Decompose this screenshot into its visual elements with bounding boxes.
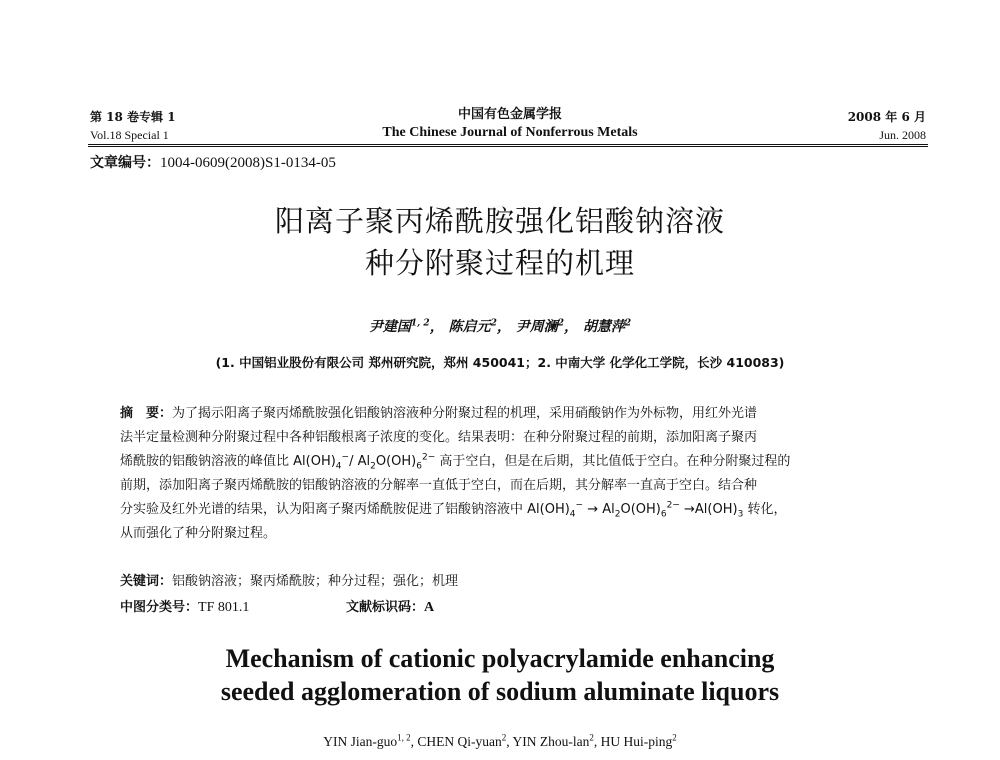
document-code xyxy=(346,596,434,616)
header-date-cn: 2008 年 6 月 xyxy=(847,110,926,124)
abstract-text-5d: →Al(OH) xyxy=(679,502,738,517)
title-en-line1: Mechanism of cationic polyacrylamide enhancing xyxy=(225,644,775,673)
author-en-3-sup: 2 xyxy=(589,732,594,743)
abstract-line-4: 前期，添加阳离子聚丙烯酰胺的铝酸钠溶液的分解率一直低于空白，而在后期，其分解率一直高于空白。结合种 xyxy=(120,478,758,493)
abstract-text-3c: O(OH) xyxy=(375,454,417,469)
abstract-sub-3-3: 6 xyxy=(416,461,422,472)
classification-label: 中图分类号： xyxy=(120,600,199,615)
affiliation-cn: (1. 中国铝业股份有限公司 郑州研究院，郑州 450041；2. 中南大学 化学化工学院，长沙 410083) xyxy=(215,355,785,370)
classification-value: TF 801.1 xyxy=(198,600,250,615)
author-cn-sep-3: ， xyxy=(563,319,578,335)
document-code-value: A xyxy=(424,600,435,615)
abstract-sub-5-4: 3 xyxy=(737,509,744,520)
abstract-text-5c: O(OH) xyxy=(620,502,661,517)
author-cn-1: 尹建国 xyxy=(368,319,411,335)
title-en-line2: seeded agglomeration of sodium aluminate liquors xyxy=(220,677,780,706)
abstract-line-5 xyxy=(120,498,900,522)
author-en-3: , YIN Zhou-lan xyxy=(506,734,590,749)
abstract-cn xyxy=(120,402,900,546)
abstract-text-3d: 高于空白，但是在后期，其比值低于空白。在种分附聚过程的 xyxy=(435,454,791,469)
title-cn xyxy=(150,200,850,284)
author-en-4: , HU Hui-ping xyxy=(593,734,673,749)
abstract-text-1: 为了揭示阳离子聚丙烯酰胺强化铝酸钠溶液种分附聚过程的机理，采用硝酸钠作为外标物，用红外光谱 xyxy=(172,406,758,421)
abstract-line-2: 法半定量检测种分附聚过程中各种铝酸根离子浓度的变化。结果表明：在种分附聚过程的前期，添加阳离子聚丙 xyxy=(120,430,758,445)
header-rule-top xyxy=(88,144,928,145)
abstract-text-5b: → Al xyxy=(583,502,615,517)
author-en-1: YIN Jian-guo xyxy=(323,734,398,749)
author-cn-4-sup: 2 xyxy=(624,318,632,329)
title-cn-line2: 种分附聚过程的机理 xyxy=(364,246,635,280)
abstract-sub-5-3: 6 xyxy=(660,509,667,520)
article-number xyxy=(90,152,336,172)
author-cn-4: 胡慧萍 xyxy=(582,319,625,335)
abstract-line-1 xyxy=(120,402,900,426)
author-cn-sep-1: ， xyxy=(429,319,444,335)
abstract-sup-3-3: 2− xyxy=(421,452,436,463)
title-en xyxy=(100,642,900,708)
author-en-2: , CHEN Qi-yuan xyxy=(410,734,502,749)
author-cn-1-sup: 1, 2 xyxy=(410,318,430,329)
abstract-line-3 xyxy=(120,450,900,474)
abstract-text-3b: / Al xyxy=(349,454,371,469)
authors-en xyxy=(150,734,850,750)
abstract-sub-5-2: 2 xyxy=(614,509,621,520)
keywords-label: 关键词： xyxy=(120,574,173,589)
abstract-text-5a: 分实验及红外光谱的结果，认为阳离子聚丙烯酰胺促进了铝酸钠溶液中 Al(OH) xyxy=(120,502,570,517)
abstract-label: 摘 要： xyxy=(120,406,173,421)
abstract-sup-5-1: − xyxy=(575,500,584,511)
header-rule-bottom xyxy=(88,146,928,147)
abstract-sub-5-1: 4 xyxy=(569,509,576,520)
header-volume-en: Vol.18 Special 1 xyxy=(90,128,169,142)
abstract-sub-3-2: 2 xyxy=(370,461,376,472)
author-cn-3-sup: 2 xyxy=(557,318,564,329)
abstract-line-6: 从而强化了种分附聚过程。 xyxy=(120,526,277,541)
keywords-cn xyxy=(120,570,458,589)
article-number-value: 1004-0609(2008)S1-0134-05 xyxy=(160,155,336,171)
author-en-4-sup: 2 xyxy=(672,732,677,743)
author-cn-3: 尹周澜 xyxy=(515,319,558,335)
abstract-text-5e: 转化， xyxy=(743,502,787,517)
author-cn-sep-2: ， xyxy=(496,319,511,335)
header-date-en: Jun. 2008 xyxy=(879,128,926,142)
title-cn-line1: 阳离子聚丙烯酰胺强化铝酸钠溶液 xyxy=(274,204,725,238)
author-en-2-sup: 2 xyxy=(501,732,507,743)
abstract-sup-5-3: 2− xyxy=(666,500,680,511)
header-journal-en: The Chinese Journal of Nonferrous Metals xyxy=(382,125,638,140)
abstract-sup-3-1: − xyxy=(341,452,350,463)
document-code-label: 文献标识码： xyxy=(346,600,425,615)
abstract-text-3a: 烯酰胺的铝酸钠溶液的峰值比 Al(OH) xyxy=(120,454,336,469)
author-en-1-sup: 1, 2 xyxy=(397,732,411,743)
header-journal-cn: 中国有色金属学报 xyxy=(457,107,562,122)
header-volume-cn: 第 18 卷专辑 1 xyxy=(90,110,176,124)
keywords-value: 铝酸钠溶液；聚丙烯酰胺；种分过程；强化；机理 xyxy=(172,574,459,589)
author-cn-2: 陈启元 xyxy=(448,319,491,335)
classification xyxy=(120,596,249,616)
article-number-label: 文章编号： xyxy=(90,155,160,171)
authors-cn xyxy=(150,316,850,336)
abstract-sub-3-1: 4 xyxy=(335,461,342,472)
author-cn-2-sup: 2 xyxy=(490,318,497,329)
